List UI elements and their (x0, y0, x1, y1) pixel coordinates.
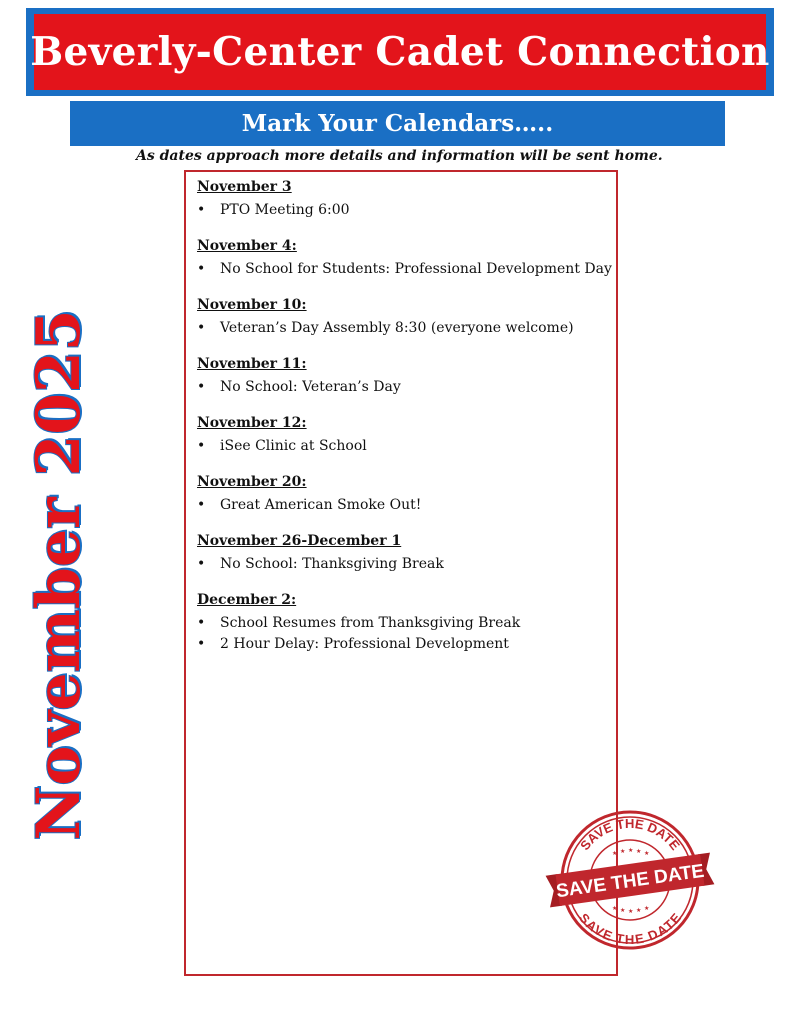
svg-text:★: ★ (644, 850, 650, 857)
save-the-date-stamp (545, 808, 715, 952)
event-list (197, 436, 606, 457)
event-item: • No School: Thanksgiving Break (197, 554, 606, 575)
event-item: • School Resumes from Thanksgiving Break (197, 613, 606, 634)
newsletter-title: Beverly-Center Cadet Connection (30, 29, 770, 75)
event-list (197, 495, 606, 516)
event-item: • iSee Clinic at School (197, 436, 606, 457)
event-entry (197, 238, 612, 280)
stamp-bottom-text: SAVE THE DATE (576, 910, 684, 947)
section-title: Mark Your Calendars….. (241, 110, 554, 137)
event-date: November 3 (197, 179, 292, 195)
event-date: November 26-December 1 (197, 533, 402, 549)
event-entry (197, 592, 606, 655)
svg-text:★: ★ (612, 850, 618, 857)
event-entry (197, 179, 606, 221)
event-list (197, 259, 612, 280)
stamp-banner (546, 853, 715, 908)
svg-text:★: ★ (612, 905, 618, 912)
svg-text:★: ★ (628, 908, 634, 915)
header-red-panel (30, 14, 770, 90)
event-entry (197, 533, 606, 575)
header-banner (26, 8, 774, 96)
event-item: • Veteran’s Day Assembly 8:30 (everyone welcome) (197, 318, 606, 339)
event-date: November 11: (197, 356, 307, 372)
event-list (197, 613, 606, 655)
event-item: • No School for Students: Professional Development Day (197, 259, 606, 280)
svg-text:★: ★ (636, 907, 642, 914)
info-note: As dates approach more details and information will be sent home. (136, 148, 663, 164)
event-entry (197, 474, 606, 516)
event-entry (197, 297, 606, 339)
stamp-banner-text: SAVE THE DATE (554, 860, 706, 903)
svg-text:★: ★ (628, 847, 634, 854)
star-icon-row-top (612, 847, 649, 857)
subheader-banner (70, 101, 725, 146)
svg-text:★: ★ (620, 907, 626, 914)
event-item: • Great American Smoke Out! (197, 495, 606, 516)
event-item: • 2 Hour Delay: Professional Development (197, 634, 606, 655)
event-list (197, 318, 606, 339)
event-entry (197, 415, 606, 457)
star-icon-row-bottom (612, 905, 649, 915)
event-date: November 20: (197, 474, 307, 490)
month-label: November 2025 (24, 309, 94, 841)
event-date: December 2: (197, 592, 297, 608)
event-list (197, 377, 606, 398)
event-date: November 4: (197, 238, 297, 254)
event-entry (197, 356, 606, 398)
event-date: November 12: (197, 415, 307, 431)
event-item: • No School: Veteran’s Day (197, 377, 606, 398)
svg-text:★: ★ (636, 848, 642, 855)
event-list (197, 200, 606, 221)
svg-text:★: ★ (644, 905, 650, 912)
stamp-top-text: SAVE THE DATE (577, 815, 683, 853)
svg-text:★: ★ (620, 848, 626, 855)
event-item: • PTO Meeting 6:00 (197, 200, 606, 221)
event-date: November 10: (197, 297, 307, 313)
event-list (197, 554, 606, 575)
